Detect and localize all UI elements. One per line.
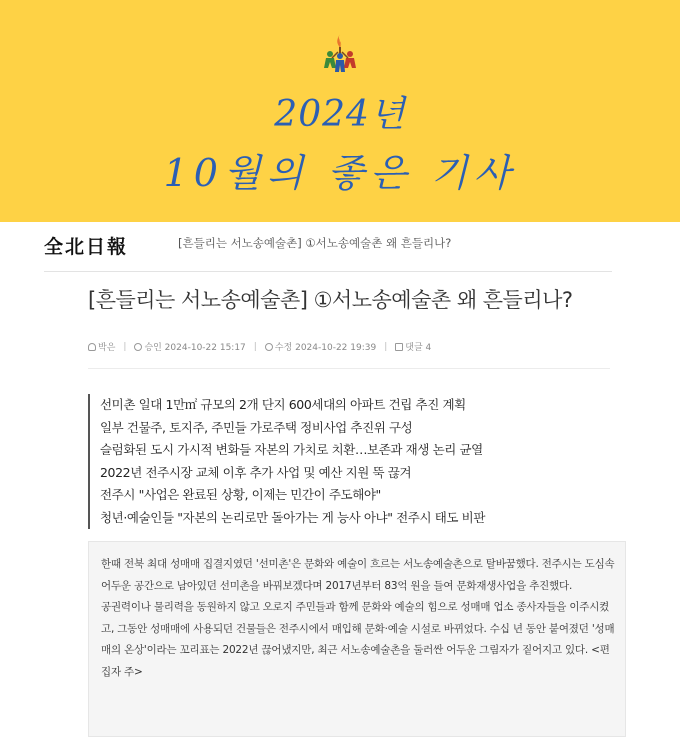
summary-line: 선미촌 일대 1만㎡ 규모의 2개 단지 600세대의 아파트 건립 추진 계획 [100,397,466,412]
published-text: 승인 2024-10-22 15:17 [144,343,246,353]
summary-line: 전주시 "사업은 완료된 상황, 이제는 민간이 주도해야" [100,487,381,502]
banner-year: 2024년 [274,94,406,135]
article-meta [88,340,431,353]
summary-line: 일부 건물주, 토지주, 주민들 가로주택 정비사업 추진위 구성 [100,419,413,435]
editor-lead-box [88,541,626,737]
article-summary [88,394,618,529]
newspaper-logo[interactable]: 全北日報 [44,236,129,258]
comments-link[interactable] [395,340,431,353]
author-name: 박은 [98,343,116,353]
lead-paragraph: 공권력이나 물리력을 동원하지 않고 오로지 주민들과 함께 문화와 예술의 힘으로 성매매 업소 종사자들을 이주시켰고, 그동안 성매매에 사용되던 건물들은 전주시에서 매입해 문화·예술 시설로 바뀌었다. 수십 년 동안 붙여졌던 '성매매의 온상'이라는 꼬리표는 2022년 끊어냈지만, 최근 서노송예술촌을 둘러싼 어두운 그림자가 짙어지고 있다. <편집자 주> [101,601,615,678]
meta-separator: | [123,341,127,352]
summary-line: 슬럼화된 도시 가시적 변화들 자본의 가치로 치환…보존과 재생 논리 균열 [100,442,483,457]
award-banner [0,0,680,222]
comment-icon [395,343,403,351]
summary-line: 청년·예술인들 "자본의 논리로만 돌아가는 게 능사 아냐" 전주시 태도 비판 [100,509,486,525]
header-divider [44,271,612,272]
breadcrumb[interactable]: [흔들리는 서노송예술촌] ①서노송예술촌 왜 흔들리나? [178,236,452,250]
meta-divider [88,368,610,369]
clock-icon [134,343,142,351]
author [88,340,115,353]
person-icon [88,343,96,351]
modified-text: 수정 2024-10-22 19:39 [274,343,377,353]
meta-separator: | [384,341,388,352]
summary-line: 2022년 전주시장 교체 이후 추가 사업 및 예산 지원 뚝 끊겨 [100,464,412,480]
banner-title: 10월의 좋은 기사 [163,151,517,195]
modified-time [265,340,376,353]
people-torch-logo-icon [318,32,362,76]
clock-icon [265,343,273,351]
meta-separator: | [253,341,257,352]
lead-paragraph: 한때 전북 최대 성매매 집결지였던 '선미촌'은 문화와 예술이 흐르는 서노송예술촌으로 탈바꿈했다. 전주시는 도심속 어두운 공간으로 남아있던 선미촌을 바꿔보겠다며 2017년부터 83억 원을 들여 문화재생사업을 추진했다. [101,558,615,592]
published-time [134,340,245,353]
article-headline: [흔들리는 서노송예술촌] ①서노송예술촌 왜 흔들리나? [88,288,573,312]
comments-text[interactable]: 댓글 4 [405,343,432,353]
